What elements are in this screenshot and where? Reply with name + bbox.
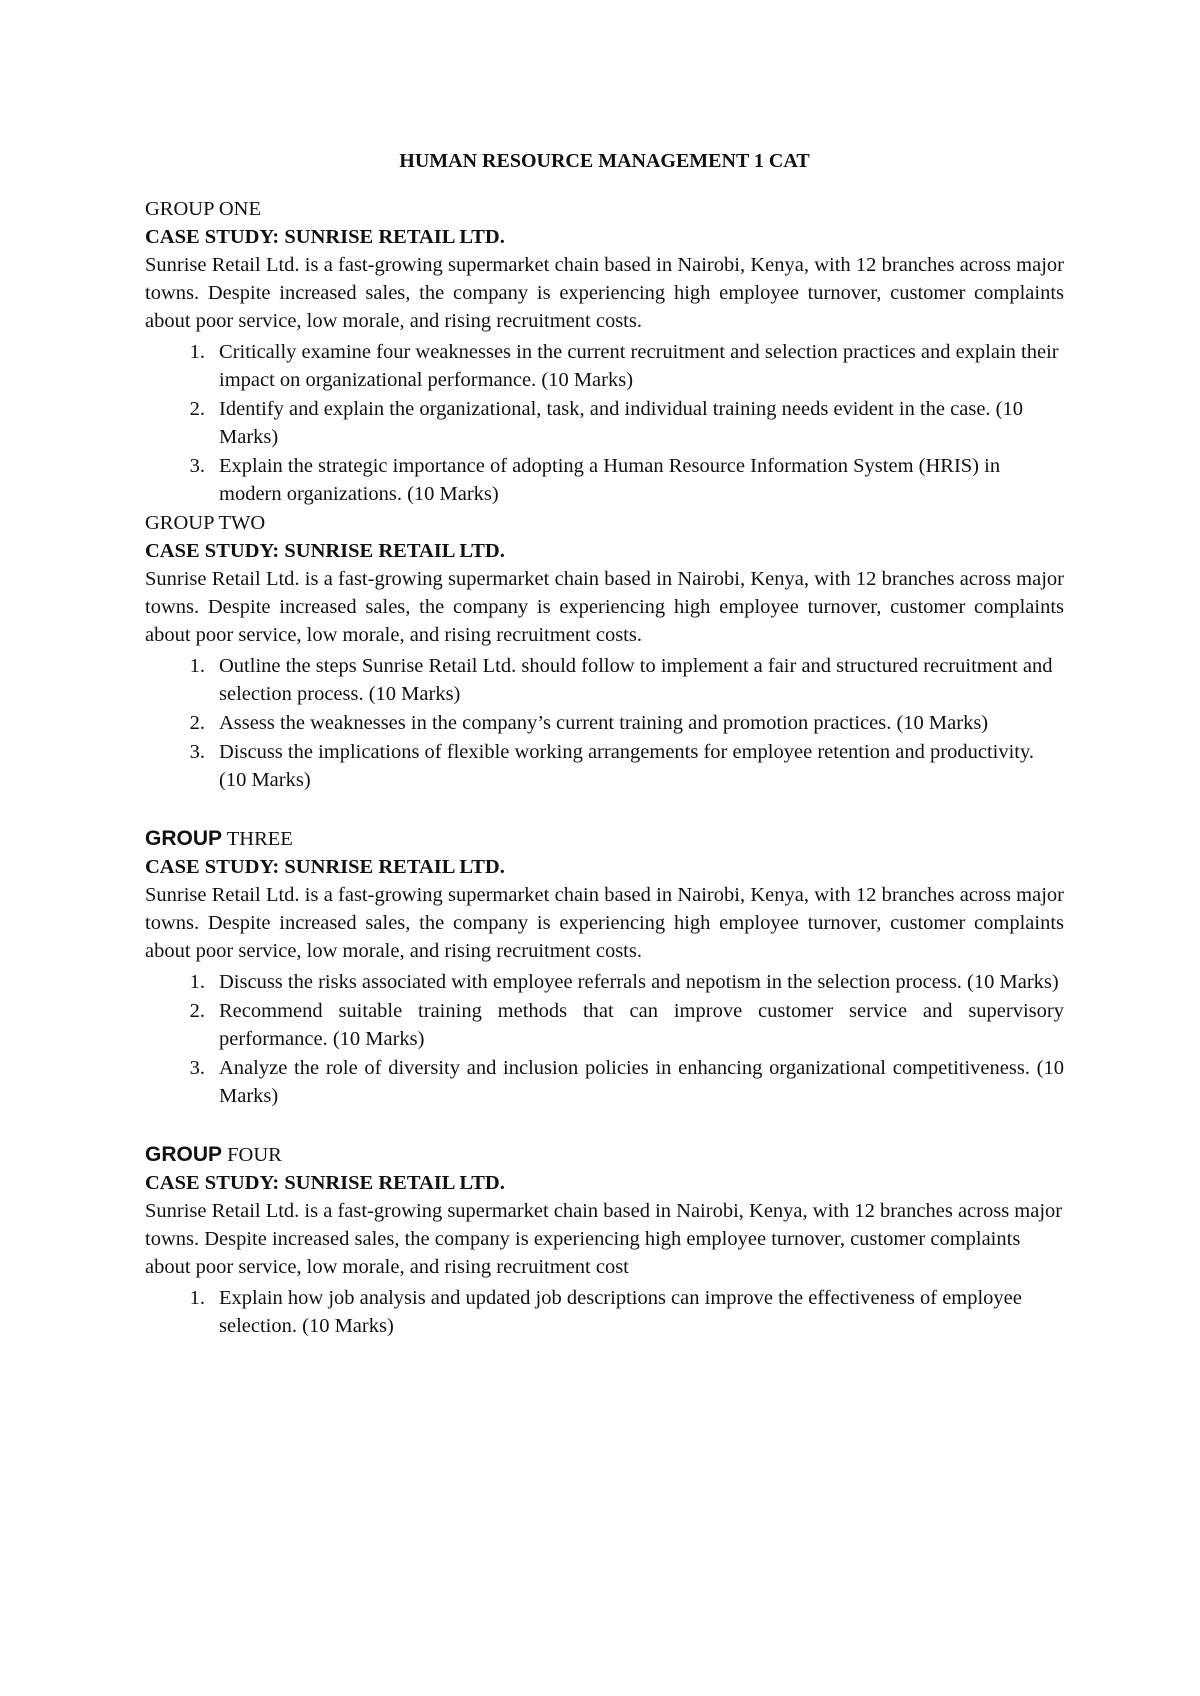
question-item xyxy=(145,1284,1064,1340)
group-one-section xyxy=(145,195,1064,508)
section-spacer xyxy=(145,1111,1064,1141)
group-heading xyxy=(145,509,1064,537)
group-heading xyxy=(145,1141,1064,1169)
group-word: GROUP xyxy=(145,1143,223,1166)
question-item xyxy=(145,395,1064,451)
group-label: TWO xyxy=(218,512,266,534)
question-number: 3. xyxy=(189,1057,205,1079)
question-text: Explain how job analysis and updated job descriptions can improve the effectiveness of employee selection. (10 Marks) xyxy=(219,1287,1022,1337)
question-text: Discuss the implications of flexible working arrangements for employee retention and productivity. (10 Marks) xyxy=(219,741,1035,791)
case-study-title: CASE STUDY: SUNRISE RETAIL LTD. xyxy=(145,1172,505,1194)
group-two-section xyxy=(145,509,1064,794)
case-intro: Sunrise Retail Ltd. is a fast-growing supermarket chain based in Nairobi, Kenya, with 12 branches across major towns. Despite increased sales, the company is experiencing high employee turnover, customer complaints about poor service, low morale, and rising recruitment costs. xyxy=(145,568,1064,646)
question-number: 1. xyxy=(189,341,205,363)
question-list xyxy=(145,968,1064,1110)
question-number: 2. xyxy=(189,398,205,420)
case-intro: Sunrise Retail Ltd. is a fast-growing supermarket chain based in Nairobi, Kenya, with 12 branches across major towns. Despite increased sales, the company is experiencing high employee turnover, customer complaints about poor service, low morale, and rising recruitment costs. xyxy=(145,254,1064,332)
case-intro: Sunrise Retail Ltd. is a fast-growing supermarket chain based in Nairobi, Kenya, with 12 branches across major towns. Despite increased sales, the company is experiencing high employee turnover, customer complaints about poor service, low morale, and rising recruitment costs. xyxy=(145,884,1064,962)
question-list xyxy=(145,338,1064,508)
question-number: 1. xyxy=(189,655,205,677)
group-word: GROUP xyxy=(145,198,214,220)
group-four-section xyxy=(145,1141,1064,1340)
group-three-section xyxy=(145,825,1064,1110)
question-number: 2. xyxy=(189,1000,205,1022)
question-number: 3. xyxy=(189,741,205,763)
question-item xyxy=(145,652,1064,708)
group-label: FOUR xyxy=(227,1144,282,1166)
section-spacer xyxy=(145,795,1064,825)
question-text: Recommend suitable training methods that can improve customer service and supervisory performance. (10 Marks) xyxy=(219,1000,1064,1050)
question-item xyxy=(145,997,1064,1053)
question-text: Discuss the risks associated with employee referrals and nepotism in the selection process. (10 Marks) xyxy=(219,971,1059,993)
question-item xyxy=(145,1054,1064,1110)
question-text: Critically examine four weaknesses in the current recruitment and selection practices and explain their impact on organizational performance. (10 Marks) xyxy=(219,341,1059,391)
question-item xyxy=(145,738,1064,794)
case-study-title: CASE STUDY: SUNRISE RETAIL LTD. xyxy=(145,226,505,248)
question-item xyxy=(145,452,1064,508)
question-item xyxy=(145,338,1064,394)
question-text: Analyze the role of diversity and inclusion policies in enhancing organizational competitiveness. (10 Marks) xyxy=(219,1057,1064,1107)
question-text: Assess the weaknesses in the company’s current training and promotion practices. (10 Marks) xyxy=(219,712,989,734)
group-label: ONE xyxy=(218,198,261,220)
question-list xyxy=(145,1284,1064,1340)
question-text: Explain the strategic importance of adopting a Human Resource Information System (HRIS) in modern organizations. (10 Marks) xyxy=(219,455,1001,505)
group-heading xyxy=(145,825,1064,853)
question-text: Identify and explain the organizational, task, and individual training needs evident in the case. (10 Marks) xyxy=(219,398,1024,448)
group-label: THREE xyxy=(226,828,293,850)
group-word: GROUP xyxy=(145,512,214,534)
question-text: Outline the steps Sunrise Retail Ltd. should follow to implement a fair and structured recruitment and selection process. (10 Marks) xyxy=(219,655,1053,705)
question-item xyxy=(145,709,1064,737)
question-number: 1. xyxy=(189,1287,205,1309)
document-title: HUMAN RESOURCE MANAGEMENT 1 CAT xyxy=(399,150,810,172)
case-intro: Sunrise Retail Ltd. is a fast-growing supermarket chain based in Nairobi, Kenya, with 12 branches across major towns. Despite increased sales, the company is experiencing high employee turnover, customer complaints about poor service, low morale, and rising recruitment cost xyxy=(145,1200,1063,1278)
question-number: 1. xyxy=(189,971,205,993)
question-item xyxy=(145,968,1064,996)
question-list xyxy=(145,652,1064,794)
question-number: 2. xyxy=(189,712,205,734)
case-study-title: CASE STUDY: SUNRISE RETAIL LTD. xyxy=(145,540,505,562)
group-heading xyxy=(145,195,1064,223)
case-study-title: CASE STUDY: SUNRISE RETAIL LTD. xyxy=(145,856,505,878)
group-word: GROUP xyxy=(145,827,223,850)
question-number: 3. xyxy=(189,455,205,477)
